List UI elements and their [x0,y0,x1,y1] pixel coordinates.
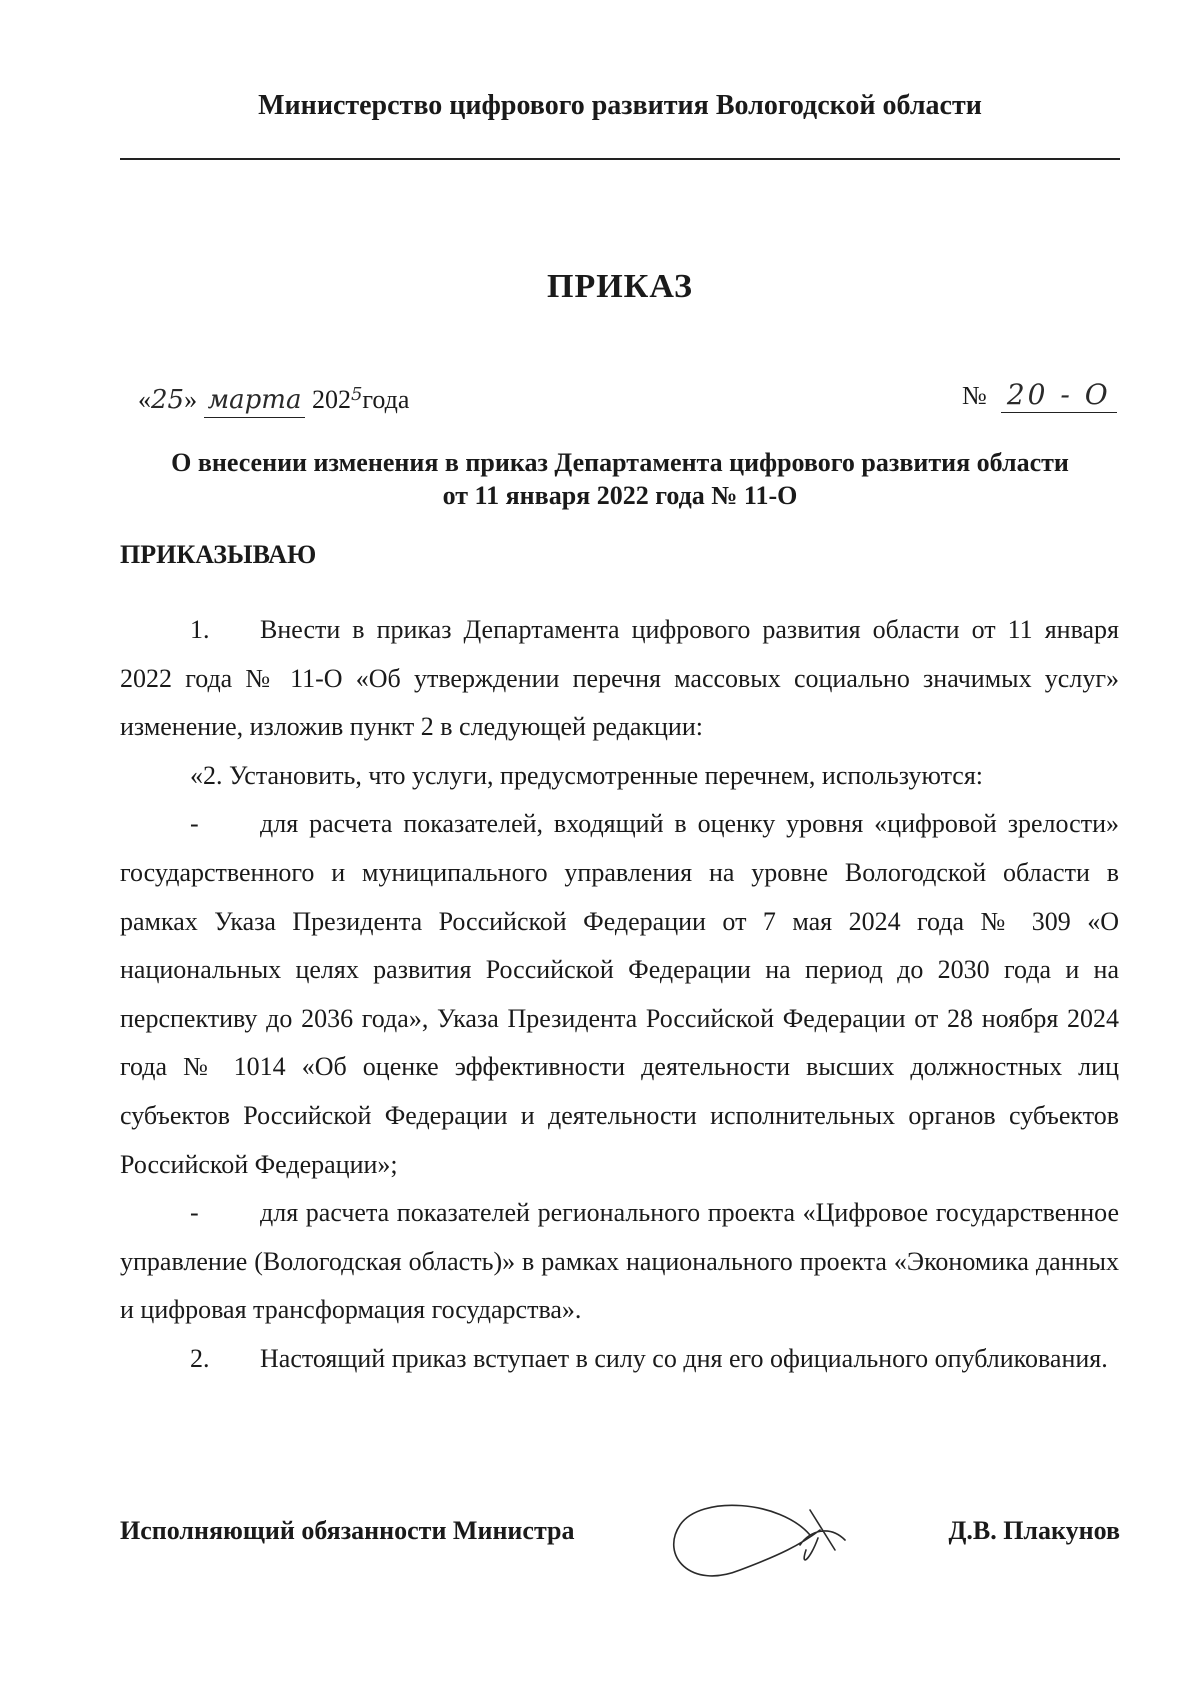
ministry-header: Министерство цифрового развития Вологодской области [258,90,982,121]
signatory-name: Д.В. Плакунов [948,1516,1120,1545]
number-value-handwritten: 20 - О [1001,378,1117,413]
item-1-number: 1. [190,615,210,644]
date-month-handwritten: марта [204,383,306,418]
document-title: ПРИКАЗ [547,268,693,305]
paragraph-item-1-quote: «2. Установить, что услуги, предусмотренные перечнем, используются: [190,760,983,790]
item-2-number: 2. [190,1343,210,1373]
document-date [138,378,409,418]
paragraph-item-2 [120,1335,1119,1384]
date-year-printed: 202 [311,385,351,414]
date-year-suffix: года [362,385,410,414]
number-label: № [962,381,987,410]
bullet-2-dash: - [190,1198,199,1228]
signatory-position: Исполняющий обязанности Министра [120,1516,575,1545]
paragraph-bullet-2 [120,1189,1119,1335]
paragraph-bullet-1 [120,800,1119,1189]
paragraph-item-1 [120,606,1119,752]
bullet-2-text: для расчета показателей регионального проекта «Цифровое государственное управление (Вологодская область)» в рамках национального проекта «Экономика данных и цифровая трансформация государства». [120,1198,1119,1325]
signature-block [120,1508,1120,1588]
decree-word: ПРИКАЗЫВАЮ [120,540,317,569]
item-1-text: Внести в приказ Департамента цифрового развития области от 11 января 2022 года № 11-О «Об утверждении перечня массовых социально значимых услуг» изменение, изложив пункт 2 в следующей редакции: [120,615,1119,742]
document-subject [120,446,1120,512]
subject-line-2: от 11 января 2022 года № 11-О [442,481,798,510]
subject-line-1: О внесении изменения в приказ Департамента цифрового развития области [171,448,1069,477]
date-open-quote: « [138,385,151,414]
date-year-handwritten: 5 [350,384,363,405]
document-body [120,606,1119,1384]
bullet-1-dash: - [190,809,199,839]
item-2-text: Настоящий приказ вступает в силу со дня его официального опубликования. [260,1343,1108,1373]
bullet-1-text: для расчета показателей, входящий в оценку уровня «цифровой зрелости» государственного и муниципального управления на уровне Вологодской области в рамках Указа Президента Российской Федерации от 7 мая 2024 года № 309 «О национальных целях развития Российской Федерации на период до 2030 года и на перспективу до 2036 года», Указа Президента Российской Федерации от 28 ноября 2024 года № 1014 «Об оценке эффективности деятельности высших должностных лиц субъектов Российской Федерации и деятельности исполнительных органов субъектов Российской Федерации»; [120,809,1119,1179]
date-day-handwritten: 25 [151,385,185,415]
date-close-quote: » [184,385,198,414]
header-divider [120,158,1120,160]
document-number [962,378,1117,413]
handwritten-signature [660,1490,850,1600]
